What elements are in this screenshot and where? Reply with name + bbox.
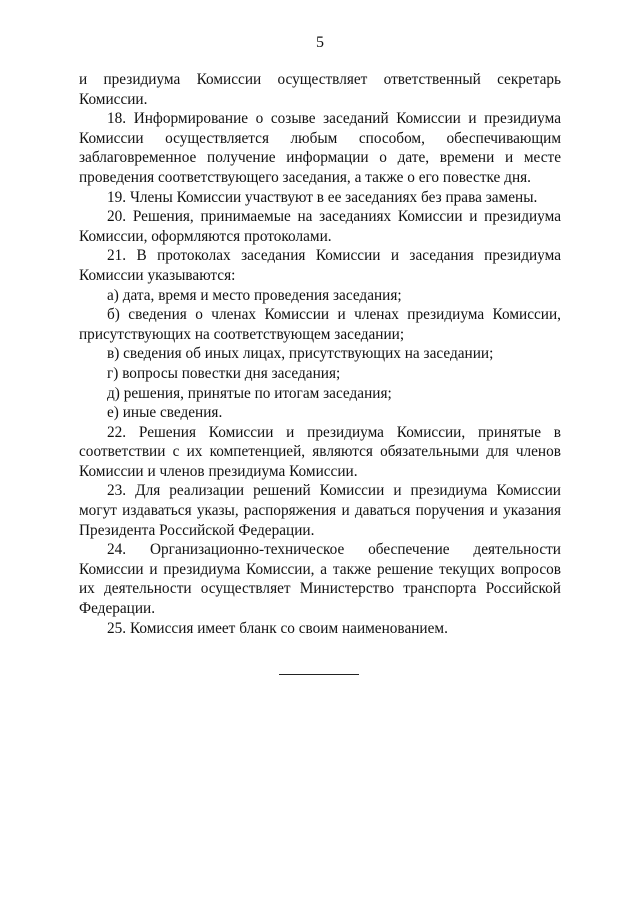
list-item-g: г) вопросы повестки дня заседания; (107, 364, 341, 382)
page-number: 5 (316, 34, 324, 51)
list-item-b: б) сведения о членах Комиссии и членах президиума Комиссии, присутствующих на соответствующем заседании; (79, 306, 561, 343)
paragraph-21: 21. В протоколах заседания Комиссии и заседания президиума Комиссии указываются: (79, 247, 561, 284)
paragraph-19: 19. Члены Комиссии участвуют в ее заседаниях без права замены. (107, 188, 538, 206)
list-item-d: д) решения, принятые по итогам заседания; (107, 384, 392, 402)
paragraph-23: 23. Для реализации решений Комиссии и президиума Комиссии могут издаваться указы, распоряжения и даваться поручения и указания Президента Российской Федерации. (79, 482, 561, 539)
paragraph-22: 22. Решения Комиссии и президиума Комиссии, принятые в соответствии с их компетенцией, являются обязательными для членов Комиссии и членов президиума Комиссии. (79, 423, 561, 480)
list-item-a: а) дата, время и место проведения заседания; (107, 286, 402, 304)
list-item-v: в) сведения об иных лицах, присутствующих на заседании; (107, 345, 494, 363)
end-of-document-line (279, 674, 359, 675)
paragraph-25: 25. Комиссия имеет бланк со своим наименованием. (107, 619, 448, 637)
list-item-e: е) иные сведения. (107, 404, 223, 422)
document-body (79, 70, 561, 638)
paragraph-20: 20. Решения, принимаемые на заседаниях Комиссии и президиума Комиссии, оформляются протоколами. (79, 208, 561, 245)
paragraph-continuation: и президиума Комиссии осуществляет ответственный секретарь Комиссии. (79, 71, 561, 108)
paragraph-24: 24. Организационно-техническое обеспечение деятельности Комиссии и президиума Комиссии, а также решение текущих вопросов их деятельности осуществляет Министерство транспорта Российской Федерации. (79, 541, 561, 618)
paragraph-18: 18. Информирование о созыве заседаний Комиссии и президиума Комиссии осуществляется любым способом, обеспечивающим заблаговременное получение информации о дате, времени и месте проведения соответствующего заседания, а также о его повестке дня. (79, 110, 561, 186)
